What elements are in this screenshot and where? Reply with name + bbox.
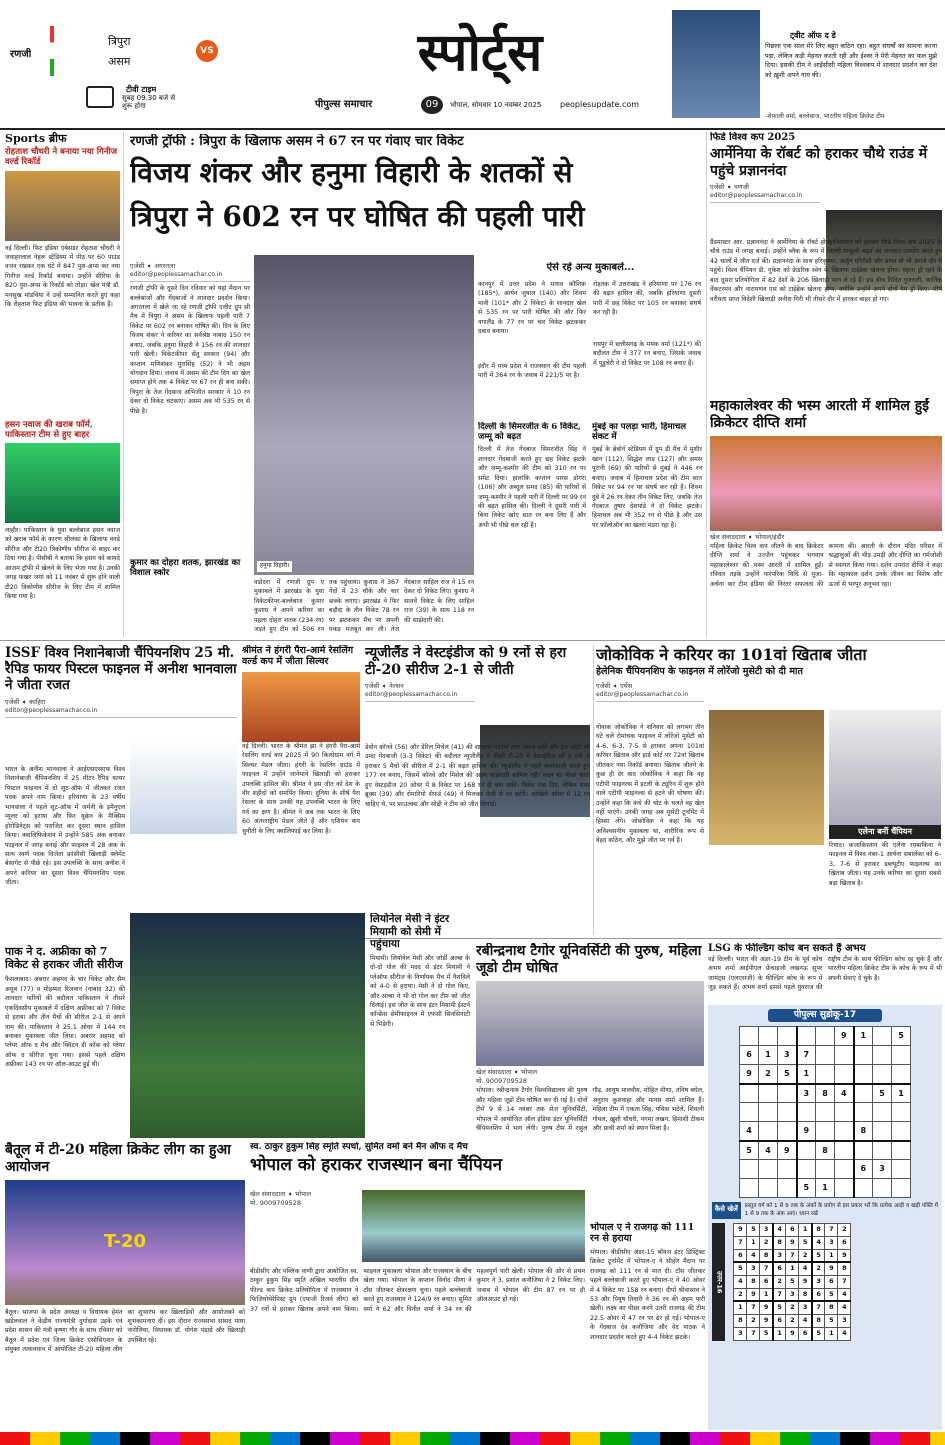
other-title: ऐसे रहे अन्य मुकाबले... [546, 262, 635, 273]
other-b2: इंदौर में मध्य प्रदेश ने राजस्थान की टीम पहली पारी में 364 रन के जवाब में 221/5 पर है। [478, 363, 586, 380]
answer-cell: 9 [760, 1301, 773, 1314]
shrimant-story [242, 645, 360, 940]
sudoku-cell [835, 1065, 854, 1084]
sudoku-cell: 5 [740, 1141, 759, 1160]
rntu-headline: रबीन्द्रनाथ टैगोर यूनिवर्सिटी की पुरुष, महिला जूडो टीम घोषित [476, 943, 702, 976]
sudoku-cell [778, 1084, 797, 1103]
messi-story [370, 913, 470, 1138]
answer-cell: 6 [838, 1236, 851, 1249]
sudoku-cell [816, 1046, 835, 1065]
shrimant-text: नई दिल्ली। भारत के श्रीमंत झा ने हंगरी पैरा-आर्म रेसलिंग वर्ल्ड कप 2025 में 90 किलोग्राम वर्ग में सिल्वर मेडल जीता। हंगरी के रेसलिंग ग्राउंड में फाइनल में उन्होंने जानेमाने खिलाड़ी को हराकर उपलब्धि हासिल की। श्रीमंत ने इस जीत को देश के वीर शहीदों को समर्पित किया। दुनिया के शीर्ष पैरा रेसलर के साथ उनकी यह उपलब्धि भारत के लिए गर्व का क्षण है। श्रीमंत ने अब तक भारत के लिए 60 अंतरराष्ट्रीय मेडल जीते हैं और एशियन कप चुनौती के लिए क्वालिफाई कर लिया है। [242, 742, 360, 835]
messi-text: मियामी। लियोनेल मेसी और जोर्डी अल्बा के दो-दो गोल की मदद से इंटर मियामी ने प्लेऑफ सीरीज के निर्णायक मैच में नैशविले को 4-0 से हराया। मेसी ने दो गोल किए, और अल्बा ने भी दो गोल कर टीम को जीत दिलाई। इस जीत के साथ इंटर मियामी ईस्टर्न कॉन्फ्रेंस सेमीफाइनल में एफसी सिनसिनाटी से भिड़ेगी। [370, 954, 470, 1028]
djokovic-photo [709, 710, 824, 845]
answer-cell: 7 [747, 1301, 760, 1314]
answer-cell: 6 [786, 1223, 799, 1236]
team2: असम [108, 55, 131, 68]
issf-byline: एजेंसी ➧ काहिरा [5, 697, 46, 706]
answer-cell: 9 [760, 1314, 773, 1327]
answer-cell: 3 [838, 1314, 851, 1327]
section-title: स्पोर्ट्स [417, 22, 543, 83]
tv-label: टीवी टाइम [126, 85, 157, 94]
djokovic-email: editor@peoplessamachar.co.in [596, 691, 704, 702]
sudoku-cell [816, 1160, 835, 1179]
answer-cell: 1 [799, 1223, 812, 1236]
delhi-text: दिल्ली में तेज गेंदबाज सिमरजीत सिंह ने शानदार गेंदबाजी करते हुए छह विकेट झटके और जम्मू-कश्मीर की टीम को 310 रन पर समेट दिया। हालांकि कप्तान पारस डोगरा (106) और अब्दुल समद (85) की पारियों से जम्मू-कश्मीर ने पहली पारी में दिल्ली पर 99 रन की बढ़त हासिल की। दिल्ली ने दूसरी पारी में बिना विकेट खोए सात रन बना लिए हैं और अभी भी पीछे चल रही है। [478, 446, 586, 529]
paper-name: पीपुल्स समाचार [315, 99, 373, 110]
answer-cell: 4 [838, 1327, 851, 1340]
sudoku-cell [873, 1027, 892, 1046]
rajgarh-headline: भोपाल ए ने राजगढ़ को 111 रन से हराया [590, 1222, 695, 1245]
sudoku-cell: 4 [740, 1122, 759, 1141]
sudoku-cell [873, 1179, 892, 1198]
betul-text: बैतूल। भाजपा के प्रदेश अध्यक्ष व विधायक हेमंत खंडेलवाल ने केंद्रीय राज्यमंत्री दुर्गादास उइके एवं प्रदेश शासन की मंत्री कृष्णा गौर के साथ रविवार को बैतूल में प्रदेश एवं जिला क्रिकेट एसोसिएशन के संयुक्त तत्वावधान में आयोजित टी-20 महिला लीग का शुभारंभ कर खिलाड़ियों और आयोजकों को शुभकामनाएं दीं। इस दौरान राज्यसभा सांसद माया नारोलिया, विधायक डॉ. योगेश पंडाग्रे और खिलाड़ी उपस्थित रहे। [5, 1308, 245, 1354]
sudoku-cell [778, 1122, 797, 1141]
answer-cell: 9 [838, 1249, 851, 1262]
deepti-headline: महाकालेश्वर की भस्म आरती में शामिल हुईं क्रिकेटर दीप्ति शर्मा [710, 398, 929, 431]
other-b1: कानपुर में उत्तर प्रदेश ने माधव कौशिक (185*), आर्यन जुयाल (140) और शिवम मावी (101* और 2 विकेट) के शानदार खेल से 535 रन पर पारी घोषित की और फिर नगालैंड के 77 रन पर चार विकेट झटककर दबाव बनाया। [478, 281, 586, 336]
lsg-text: नई दिल्ली। भारत की अंडर-19 टीम के पूर्व कोच अभय शर्मा आईपीएल फ्रेंचाइजी लखनऊ सुपर जायंट्स (एलएसजी) के फील्डिंग कोच के रूप में जुड़ सकते हैं। अभय शर्मा इससे पहले युवराज की राष्ट्रीय टीम के साथ फील्डिंग कोच रह चुके हैं और भारतीय महिला क्रिकेट टीम के कोच के रूप में भी अपनी सेवाएं दे चुके हैं। [708, 956, 942, 992]
sudoku-cell: 5 [892, 1027, 911, 1046]
lead-email: editor@peoplessamachar.co.in [130, 271, 250, 282]
chess-story [710, 132, 942, 394]
pak-headline: पाक ने द. अफ्रीका को 7 विकेट से हराकर जीती सीरीज [5, 945, 123, 972]
answer-cell: 8 [747, 1275, 760, 1288]
issf-headline: ISSF विश्व निशानेबाजी चैंपियनशिप 25 मी. रैपिड फायर पिस्टल फाइनल में अनीश भानवाला ने जीता रजत [5, 645, 237, 694]
sudoku-cell [778, 1160, 797, 1179]
sudoku-cell: 5 [778, 1065, 797, 1084]
bhopal-text: बीडीसीए और पब्लिक वाणी द्वारा आयोजित स्व. ठाकुर हुकुम सिंह स्मृति अखिल भारतीय ग्रीन फील्ड कप क्रिकेट प्रतियोगिता में राजस्थान ने फिजियोथेरेपिस्ट ग्रुप (एफजी रिजर्व लीग) को 37 रनों से हराकर खिताब अपने नाम किया। फाइनल मुकाबला भोपाल और राजस्थान के बीच खेला गया। भोपाल के कप्तान विनोद मीणा ने टॉस जीतकर क्षेत्ररक्षण चुना। पहले बल्लेबाजी करते हुए राजस्थान ने 124/9 रन बनाए। सुमित वर्मा ने 62 और विनीत शर्मा ने 34 रन की महत्वपूर्ण पारी खेली। भोपाल की ओर से प्रथम कुमार ने 3, प्रशांत कनौजिया ने 2 विकेट लिए। जवाब में भोपाल की टीम 87 रन पर ही ऑलआउट हो गई। [250, 1268, 585, 1313]
answer-cell: 9 [825, 1262, 838, 1275]
answer-cell: 8 [773, 1236, 786, 1249]
nz-story [365, 645, 590, 940]
answer-cell: 9 [786, 1236, 799, 1249]
sudoku-cell [835, 1179, 854, 1198]
sudoku-cell: 3 [873, 1160, 892, 1179]
rntu-phone: मो. 9009709528 [476, 1077, 528, 1086]
answer-cell: 8 [799, 1288, 812, 1301]
sudoku-cell [854, 1141, 873, 1160]
sudoku-cell [892, 1065, 911, 1084]
rntu-photo [476, 981, 704, 1066]
sudoku-cell: 8 [854, 1122, 873, 1141]
sudoku-cell [892, 1160, 911, 1179]
sudoku-cell [892, 1141, 911, 1160]
answer-cell: 8 [812, 1314, 825, 1327]
sudoku-cell: 2 [759, 1065, 778, 1084]
answer-cell: 3 [799, 1301, 812, 1314]
rybakina-photo [829, 710, 941, 825]
other-b3: रोहतक में उत्तराखंड ने हरियाणा पर 176 रन की बढ़त हासिल की, जबकि हरियाणा दूसरी पारी में छह विकेट पर 105 रन बनाकर संघर्ष कर रही है। [593, 281, 701, 317]
brief-text-2: लाहौर। पाकिस्तान के युवा बल्लेबाज हसन नवाज को खराब फॉर्म के कारण श्रीलंका के खिलाफ वनडे सीरीज और टी20 त्रिकोणीय सीरीज से बाहर कर दिया गया है। पीसीबी ने बताया कि हसन को कायदे आजम ट्रॉफी में खेलने के लिए भेजा गया है। उनकी जगह फखर जमां को 11 नवंबर से शुरू होने वाली टी20 त्रिकोणीय सीरीज के लिए टीम में शामिल किया गया है। [5, 526, 120, 600]
sudoku-cell: 1 [892, 1084, 911, 1103]
vs-badge: VS [196, 40, 218, 62]
deepti-text: महिला क्रिकेट विश्व कप जीतने के बाद क्रिकेटर दीप्ति शर्मा ने उज्जैन पहुंचकर भगवान महाकालेश्वर की भस्म आरती में शामिल हुईं। रविवार तड़के उन्होंने पारंपरिक विधि से पूजा-अर्चना कर टीम इंडिया की निरंतर सफलता की कामना की। आरती के दौरान मंदिर परिसर में श्रद्धालुओं की भीड़ उमड़ी और दीप्ति का गर्मजोशी से स्वागत किया गया। दर्शन उपरांत दीप्ति ने कहा कि महाकाल दर्शन उनके जीवन का विशेष और ऊर्जा से भरपूर अनुभव रहा। [710, 543, 942, 588]
masthead [0, 0, 945, 128]
answer-cell: 3 [747, 1262, 760, 1275]
answer-cell: 7 [747, 1327, 760, 1340]
tv-icon [86, 86, 114, 108]
tweet-text: पिछला एक साल मेरे लिए बहुत कठिन रहा। बहुत संघर्षों का सामना करना पड़ा, लेकिन कड़ी मेहनत करती रही और ईश्वर ने मेरी मेहनत का फल मुझे दिया। इसकी टीम ने आईसीसी महिला विश्वकप में शानदार प्रदर्शन कर देश को ख़ुशी अपने नाम की। [765, 42, 937, 79]
sudoku-cell [797, 1141, 816, 1160]
answer-cell: 9 [799, 1275, 812, 1288]
answer-cell: 1 [760, 1288, 773, 1301]
sudoku-cell [759, 1103, 778, 1122]
sudoku-cell [873, 1122, 892, 1141]
answer-cell: 5 [825, 1288, 838, 1301]
sudoku-cell [816, 1122, 835, 1141]
rybakina-caption: एलेना बनीं चैंपियन [829, 825, 941, 839]
lead-headline-2: त्रिपुरा ने 602 रन पर घोषित की पहली पारी [130, 200, 585, 233]
lead-text: रणजी ट्रॉफी के दूसरे दिन रविवार को यहां मैदान पर बल्लेबाजों और गेंदबाजों ने शानदार प्रदर्शन किया। अगरतला में खेले जा रहे रणजी ट्रॉफी एलीट ग्रुप सी मैच में त्रिपुरा ने असम के खिलाफ पहली पारी 7 विकेट पर 602 रन बनाकर घोषित की। दिन के लिए विजय शंकर ने करियर का सर्वश्रेष्ठ नाबाद 150 रन बनाए, जबकि हनुमा विहारी ने 156 रन की शानदार पारी खेली। विकेटकीपर सेंतु सरकार (94) और कप्तान मणिशंकर मुरासिंह (52) ने भी अहम योगदान दिया। जवाब में असम की टीम दिन का खेल समाप्त होने तक 4 विकेट पर 67 रन ही बना सकी। त्रिपुरा के तेज गेंदबाज अभिजीत सरकार ने 10 रन देकर दो विकेट चटकाए। असम अब भी 535 रन से पीछे है। [130, 285, 250, 415]
answer-cell: 4 [734, 1275, 747, 1288]
issf-text: भारत के अनीश भानवाला ने आईएसएसएफ विश्व निशानेबाजी चैंपियनशिप में 25 मीटर रैपिड फायर पिस्टल फाइनल में दो शूट-ऑफ में जीतकर रजत पदक अपने नाम किया। हरियाणा के 23 वर्षीय भानवाला ने पहले शूट-ऑफ में जर्मनी के इमैनुएल म्यूलर को हराया और फिर यूक्रेन के मैक्सिम होरोडिनेट्स को पराजित कर दूसरा स्थान हासिल किया। क्वालिफिकेशन में उन्होंने 585 अंक बनाकर फाइनल में जगह बनाई और फाइनल में 28 अंक के साथ स्वर्ण पदक विजेता फ्रांसीसी खिलाड़ी क्लेमेंट बेसागेट से पीछे रहे। इस उपलब्धि के साथ अनीश ने अपने करियर का दूसरा विश्व चैंपियनशिप पदक जीता। [5, 766, 125, 887]
answer-cell: 9 [786, 1327, 799, 1340]
answer-cell: 1 [825, 1249, 838, 1262]
djokovic-story [596, 645, 941, 935]
bhopal-phone: मो. 9009709528 [250, 1199, 302, 1208]
sudoku-grid [739, 1026, 911, 1198]
answer-cell: 3 [773, 1249, 786, 1262]
betul-headline: बैतूल में टी-20 महिला क्रिकेट लीग का हुआ आयोजन [5, 1142, 231, 1175]
how-to-play-label: कैसे खेलें [712, 1202, 741, 1219]
tweet-label: ट्वीट ऑफ द डे [790, 31, 836, 40]
rntu-byline: खेल संवाददाता ➧ भोपाल [476, 1067, 538, 1076]
answer-cell: 4 [773, 1223, 786, 1236]
chess-email: editor@peoplessamachar.co.in [710, 192, 820, 203]
answer-cell: 7 [812, 1301, 825, 1314]
answer-cell: 7 [838, 1275, 851, 1288]
lead-subhead: कुमार का दोहरा शतक, झारखंड का विशाल स्कोर [130, 558, 241, 579]
answer-cell: 3 [825, 1236, 838, 1249]
deepti-byline: खेल संवाददाता ➧ भोपाल/इंदौर [710, 532, 785, 541]
answer-cell: 5 [760, 1327, 773, 1340]
other-b4: रायपुर में छत्तीसगढ़ के मयंक वर्मा (121*) की बदौलत टीम ने 377 रन बनाए, जिसके जवाब में पुडुचेरी ने दो विकेट पर 108 रन बनाए हैं। [593, 341, 701, 367]
ranji-label: रणजी [10, 49, 32, 60]
chess-byline: एजेंसी ➧ पणजी [710, 182, 749, 191]
answer-cell: 3 [812, 1275, 825, 1288]
sudoku-cell: 3 [778, 1046, 797, 1065]
djokovic-subhead: हेलेनिक चैंपियनशिप के फाइनल में लोरेंजो मुसेटी को दी मात [596, 666, 803, 678]
sudoku-cell [740, 1103, 759, 1122]
answer-cell: 8 [760, 1249, 773, 1262]
rajgarh-story [590, 1222, 705, 1430]
answer-cell: 7 [773, 1288, 786, 1301]
chess-kicker: फिडे विश्व कप 2025 [710, 132, 796, 143]
sudoku-cell [759, 1160, 778, 1179]
page-number: 09 [421, 96, 443, 114]
tv-time: सुबह 09.30 बजे से शुरू होगा [122, 94, 176, 111]
lead-byline: एजेंसी ➧ अगरतला [130, 262, 176, 270]
sudoku-cell: 5 [797, 1179, 816, 1198]
rntu-text: भोपाल। रबीन्द्रनाथ टैगोर विश्वविद्यालय की पुरुष और महिला जूडो टीम घोषित कर दी गई है। दोनों टीमें 9 से 14 नवंबर तक सेज यूनिवर्सिटी, भोपाल में आयोजित ऑल इंडिया इंटर यूनिवर्सिटी चैंपियनशिप में भाग लेंगी। पुरुष टीम में राहुल गौड़, आयुष मालवीय, मोहित मीणा, तनिष बघेल, अनुराग कुशवाहा और मानस शर्मा शामिल हैं। महिला टीम में एकता सिंह, पवित्रा भटेले, शिवानी गोयल, ख़ुशी चौधरी, नगमा लखन, हिमांशी टीकम और प्राची शर्मा को स्थान मिला है। [476, 1087, 704, 1133]
answer-cell: 8 [838, 1262, 851, 1275]
answer-cell: 4 [799, 1262, 812, 1275]
mumbai-headline: मुंबई का पलड़ा भारी, हिमाचल संकट में [592, 422, 686, 443]
answer-cell: 8 [825, 1301, 838, 1314]
mumbai-story [592, 422, 702, 637]
sudoku-cell [873, 1141, 892, 1160]
brief-text-1: नई दिल्ली। फिट इंडिया एंबेसडर रोहताश चौधरी ने जवाहरलाल नेहरू स्टेडियम में पीठ पर 60 पाउंड वजन रखकर एक घंटे में 847 पुश-अप्स कर नया गिनीज वर्ल्ड रिकॉर्ड बनाया। उन्होंने सीरिया के 820 पुश-अप्स के रिकॉर्ड को तोड़ा। खेल मंत्री डॉ. मनसुख मांडविया ने उन्हें सम्मानित करते हुए कहा कि रोहताश फिट इंडिया की भावना के प्रतीक हैं। [5, 244, 120, 309]
messi-photo [130, 913, 365, 1138]
lead-photo [254, 255, 474, 575]
brief-headline-2: हसन नवाज की खराब फॉर्म, पाकिस्तान टीम से हुए बाहर [5, 419, 93, 440]
answer-cell: 5 [799, 1236, 812, 1249]
mumbai-text: मुंबई के ब्रेबोर्न स्टेडियम में ग्रुप डी मैच में मुशीर खान (112), सिद्धेश लाड (127) और समस पुरानी (69) की पारियों से मुंबई ने 446 रन बनाए। जवाब में हिमाचल प्रदेश की टीम सात विकेट पर 94 रन पर संघर्ष कर रही है। शिवम दुबे ने 26 रन देकर तीन विकेट लिए, जबकि तेज गेंदबाज तुषार देशपांडे ने दो विकेट झटके। हिमाचल अब भी 352 रन से पीछे है और उस पर फॉलोऑन का खतरा मंडरा रहा है। [592, 446, 702, 529]
answer-cell: 6 [825, 1275, 838, 1288]
sudoku-cell [873, 1046, 892, 1065]
djokovic-byline: एजेंसी ➧ एथेंस [596, 681, 633, 690]
answer-cell: 8 [734, 1314, 747, 1327]
sudoku-cell: 9 [778, 1141, 797, 1160]
answer-cell: 6 [773, 1262, 786, 1275]
delhi-headline: दिल्ली के सिमरजीत के 6 विकेट, जम्मू को बढ़त [478, 422, 581, 443]
brief-photo-2 [5, 443, 120, 523]
sudoku-cell: 8 [816, 1141, 835, 1160]
djokovic-text: नोवाक जोकोविक ने शनिवार को लगभग तीन घंटे चले रोमांचक फाइनल में लोरेंजो मुसेटी को 4-6, 6-3, 7-5 से हराकर अपना 101वां करियर खिताब और हार्ड कोर्ट पर 72वां खिताब जीतकर नया रिकॉर्ड बनाया। खिताब जीतने के कुछ ही देर बाद जोकोविक ने कहा कि वह एटीपी फाइनल्स में इटली के ट्यूरिन में शुरू होने वाले एटीपी फाइनल्स से हटने की घोषणा की। उन्होंने कहा कि कंधे की चोट के चलते वह खेल नहीं पाएंगे। उनकी जगह अब मुसेटी टूर्नामेंट में हिस्सा लेंगे। जोकोविक ने कहा कि यह अविश्वसनीय मुकाबला था, शारीरिक रूप से बेहद कठिन, और मुझे जीत पर गर्व है। [596, 724, 704, 845]
djokovic-headline: जोकोविक ने करियर का 101वां खिताब जीता [596, 645, 867, 664]
sudoku-cell: 5 [873, 1084, 892, 1103]
sudoku-cell [854, 1179, 873, 1198]
lead-photo-caption: हनुमा विहारी। [257, 561, 292, 572]
color-bar [0, 1432, 945, 1445]
sudoku-cell [740, 1027, 759, 1046]
sudoku-cell [854, 1065, 873, 1084]
ranji-box [0, 26, 225, 116]
sudoku-cell [835, 1122, 854, 1141]
sudoku-cell [873, 1103, 892, 1122]
answer-cell: 7 [760, 1262, 773, 1275]
pak-text: फैसलाबाद। अबरार अहमद के चार विकेट और सैम अयूब (77) व मोहम्मद रिजवान (नाबाद 32) की शानदार पारियों की बदौलत पाकिस्तान ने तीसरे एकदिवसीय मुकाबले में दक्षिण अफ्रीका को 7 विकेट से हराया और तीन मैचों की सीरीज 2-1 से अपने नाम की। पाकिस्तान ने 25.1 ओवर में 144 रन बनाकर मुकाबला जीत लिया। अबरार अहमद को प्लेयर ऑफ द मैच और क्विंटन डी कॉक को प्लेयर ऑफ द सीरीज चुना गया। इससे पहले दक्षिण अफ्रीका 143 रन पर ऑल-आउट हुई थी। [5, 976, 125, 1069]
issf-photo [130, 739, 237, 834]
sudoku-cell [797, 1103, 816, 1122]
sudoku-title: पीपुल्स सुडोकू-17 [768, 1009, 882, 1022]
sudoku-cell: 8 [816, 1084, 835, 1103]
sudoku-cell [892, 1122, 911, 1141]
sudoku-cell: 1 [797, 1065, 816, 1084]
sudoku-cell [759, 1027, 778, 1046]
sudoku-cell [740, 1179, 759, 1198]
sudoku-cell [759, 1122, 778, 1141]
brief-photo-1 [5, 171, 120, 241]
sudoku-cell: 9 [797, 1122, 816, 1141]
answer-grid [733, 1223, 851, 1341]
issf-story [5, 645, 237, 945]
issue-date: भोपाल, सोमवार 10 नवम्बर 2025 [450, 101, 542, 109]
betul-story [5, 1142, 245, 1430]
answer-cell: 1 [734, 1301, 747, 1314]
answer-cell: 7 [734, 1236, 747, 1249]
deepti-story [710, 398, 942, 638]
rajgarh-text: भोपाल। बीडीसीए अंडर-15 बॉयज इंटर डिस्ट्रिक्ट क्रिकेट टूर्नामेंट में भोपाल-ए ने सीहोर मैदान पर राजगढ़ को 111 रन से मात दी। टॉस जीतकर पहले बल्लेबाजी करते हुए भोपाल-ए ने 40 ओवर में 4 विकेट पर 158 रन बनाए। दीपों श्रीवास्तव ने 53 और पियूष तिवारी ने 36 रन की अहम पारी खेली। लक्ष्य का पीछा करने उतरी राजगढ़ की टीम 22.5 ओवर में 47 रन पर ढेर हो गई। भोपाल-ए के गेंदबाज देव कनौजिया और वेद पाठक ने शानदार प्रदर्शन करते हुए 4-4 विकेट झटके। [590, 1248, 705, 1341]
nz-byline: एजेंसी ➧ नेल्सन [365, 681, 404, 690]
sudoku-cell: 1 [759, 1046, 778, 1065]
sudoku-cell [816, 1027, 835, 1046]
lead-sub-text: वडोदरा में रणजी ग्रुप ए मुकाबले में झारखंड के युवा विकेटकीपर-बल्लेबाज कुमार कुशाग्र ने अपने करियर का पहला दोहरा शतक (234 रन) जड़ते हुए टीम को 506 रन तक पहुंचाया। कुशाग्र ने 367 गेंदों में 23 चौके और चार छक्के लगाए। झारखंड ने फिर बड़ौदा के तीन विकेट 78 रन पर झटककर मैच पर अपनी पकड़ मजबूत कर ली। तेज गेंदबाज साहिल राज ने 15 रन देकर दो विकेट लिए। कुशाग्र ने सातवें विकेट के लिए साहिल राज (39) के साथ 118 रन की साझेदारी की। [254, 579, 474, 634]
bhopal-photo [362, 1190, 585, 1262]
sudoku-cell: 9 [740, 1065, 759, 1084]
sudoku-cell: 9 [835, 1027, 854, 1046]
answer-cell: 2 [760, 1236, 773, 1249]
sudoku-cell: 1 [854, 1027, 873, 1046]
sudoku-cell [740, 1084, 759, 1103]
answer-cell: 2 [747, 1314, 760, 1327]
answer-cell: 5 [786, 1275, 799, 1288]
answer-cell: 4 [838, 1288, 851, 1301]
sudoku-cell [740, 1160, 759, 1179]
paper-strip [305, 96, 665, 116]
tweet-author: -शेफाली वर्मा, बल्लेबाज, भारतीय महिला क्रिकेट टीम [765, 113, 885, 120]
answer-cell: 5 [812, 1249, 825, 1262]
bhopal-kicker: स्व. ठाकुर हुकुम सिंह स्मृति स्पर्धा, सुमित वर्मा बने मैन ऑफ द मैच [250, 1142, 468, 1152]
sudoku-cell [892, 1103, 911, 1122]
answer-cell: 5 [825, 1314, 838, 1327]
answer-cell: 9 [734, 1223, 747, 1236]
sudoku-cell [873, 1065, 892, 1084]
answer-cell: 6 [760, 1275, 773, 1288]
rybakina-text: रियाद। कजाकिस्तान की एलेना रयबाकिना ने फाइनल में विश्व नंबर-1 आर्यना सबालेंका को 6-3, 7-6 से हराकर डब्ल्यूटीए फाइनल्स का खिताब जीता। यह उनके करियर का दूसरा सबसे बड़ा खिताब है। [829, 842, 941, 887]
answer-cell: 7 [825, 1223, 838, 1236]
sudoku-cell [854, 1084, 873, 1103]
answer-cell: 3 [786, 1288, 799, 1301]
answer-cell: 4 [747, 1249, 760, 1262]
deepti-photo [710, 436, 942, 531]
answer-cell: 6 [812, 1288, 825, 1301]
lsg-story [708, 943, 942, 1003]
answer-cell: 2 [786, 1314, 799, 1327]
sudoku-box [708, 1005, 942, 1430]
sudoku-cell [759, 1179, 778, 1198]
bhopal-byline: खेल संवाददाता ➧ भोपाल [250, 1190, 312, 1198]
sudoku-cell [835, 1160, 854, 1179]
sudoku-cell [816, 1065, 835, 1084]
bhopal-byline-box [250, 1190, 358, 1209]
sudoku-cell: 3 [797, 1084, 816, 1103]
answer-cell: 5 [812, 1327, 825, 1340]
lead-kicker: रणजी ट्रॉफी : त्रिपुरा के खिलाफ असम ने 67 रन पर गंवाए चार विकेट [130, 134, 464, 149]
answer-cell: 8 [812, 1223, 825, 1236]
sudoku-cell [797, 1160, 816, 1179]
nz-headline: न्यूजीलैंड ने वेस्टइंडीज को 9 रनों से हरा टी-20 सीरीज 2-1 से जीती [365, 645, 567, 678]
messi-headline: लियोनेल मेसी ने इंटर मियामी को सेमी में पहुंचाया [370, 913, 450, 951]
brief-label: Sports ब्रीफ [5, 132, 67, 145]
lead-body [130, 262, 250, 637]
sudoku-cell: 6 [740, 1046, 759, 1065]
sudoku-cell [892, 1046, 911, 1065]
answer-cell: 6 [773, 1314, 786, 1327]
lsg-headline: LSG के फील्डिंग कोच बन सकते हैं अभय [708, 943, 866, 954]
issf-email: editor@peoplessamachar.co.in [5, 707, 237, 718]
answer-cell: 4 [812, 1236, 825, 1249]
answer-cell: 2 [799, 1249, 812, 1262]
answer-cell: 5 [747, 1223, 760, 1236]
sudoku-cell [835, 1141, 854, 1160]
answer-cell: 4 [838, 1301, 851, 1314]
answer-cell: 6 [799, 1327, 812, 1340]
chess-headline: आर्मेनिया के रॉबर्ट को हराकर चौथे राउंड में पहुंचे प्रज्ञाननंदा [710, 146, 928, 179]
answer-cell: 1 [786, 1262, 799, 1275]
answer-cell: 2 [786, 1301, 799, 1314]
sudoku-cell [797, 1027, 816, 1046]
chess-text: ग्रैंडमास्टर आर. प्रज्ञाननंदा ने आर्मेनिया के रॉबर्ट होवहानिसयान को हराकर फिडे विश्व कप 2025 के चौथे राउंड में जगह बनाई। उन्होंने ब्लैक के रूप में बिल्ली माफूली बढ़त का शानदार उपयोग करते हुए 42 चालों में जीत दर्ज की। प्रज्ञाननंदा के साथ हरिकृष्णा, अर्जुन एरिगैसी और प्रणव वी भी अगले दौर में पहुंचे। विश्व चैंपियन डी. गुकेश को फ्रेडरिक स्वेन के खिलाफ टाईब्रेक खेलना होगा। पहला ड्रॉ रहने के बाद दूसरा प्रतियोगिता में 82 देशों के 206 खिलाड़ी भाग ले रहे हैं। इस बीच विदित गुजराती, कार्तिक वेंकटरमन और नारायणन एस को टाईब्रेक खेलना होगा, क्योंकि उन्होंने अपने दोनों गेम ड्रॉ किए। शीर्ष वरीयता प्राप्त विदेशी खिलाड़ी अनीश गिरी भी तीसरे दौर में हारकर बाहर हो गए। [710, 239, 942, 303]
sudoku-cell [816, 1103, 835, 1122]
betul-banner-text: T-20 [103, 1231, 147, 1253]
nz-text: डेवोन कॉनवे (56) और डेरिल मिचेल (41) की शानदार पारियों तथा जेकब डफी और ईश सोढ़ी की उम्दा गेंदबाजी (3-3 विकेट) की बदौलत न्यूजीलैंड ने तीसरे टी-20 में वेस्टइंडीज को 9 रनों से हराकर 5 मैचों की सीरीज में 2-1 की बढ़त हासिल की। न्यूजीलैंड ने पहले बल्लेबाजी करते हुए 177 रन बनाए, जिसमें कॉनवे और मिशेल की अहम साझेदारी शामिल रही। लक्ष्य का पीछा करते हुए वेस्टइंडीज 20 ओवर में 8 विकेट पर 168 रन ही बना सकी। विकेट गंवा दिए, लेकिन शमर ब्रूक्स (39) और रोमारियो शेफर्ड (49) ने मिलकर तेजी से रन बटोरे। आखिरी ओवर में 12 रन चाहिए थे, पर फाउल्क्स और सोढ़ी ने टीम को जीत दिलाई। [365, 744, 590, 808]
sports-brief [5, 132, 120, 637]
shrimant-photo [242, 672, 360, 742]
answer-cell: 2 [812, 1262, 825, 1275]
answer-cell: 2 [773, 1275, 786, 1288]
sudoku-cell: 1 [816, 1179, 835, 1198]
sudoku-cell: 4 [835, 1084, 854, 1103]
answer-cell: 9 [747, 1288, 760, 1301]
sudoku-cell [835, 1046, 854, 1065]
website: peoplesupdate.com [560, 100, 640, 109]
delhi-story [478, 422, 586, 637]
bhopal-cricket-story [250, 1142, 585, 1430]
answer-cell: 3 [760, 1223, 773, 1236]
other-matches [478, 262, 703, 417]
sudoku-cell [835, 1103, 854, 1122]
shrimant-headline: श्रीमंत ने हंगरी पैरा-आर्म रेसलिंग वर्ल्ड कप में जीता सिल्वर [242, 645, 354, 668]
how-to-play-text: प्रस्तुत वर्ग को 1 से 9 तक के अंकों के प्रयोग से इस प्रकार भरें कि प्रत्येक आड़ी व खड़ी पंक्ति में 1 से 9 तक के अंक आएं। ध्यान रखें [744, 1203, 938, 1218]
nz-email: editor@peoplessamachar.co.in [365, 691, 475, 702]
sudoku-cell [778, 1179, 797, 1198]
sudoku-cell [778, 1103, 797, 1122]
sudoku-cell [759, 1084, 778, 1103]
team1: त्रिपुरा [108, 35, 131, 48]
answer-cell: 1 [747, 1236, 760, 1249]
bhopal-headline: भोपाल को हराकर राजस्थान बना चैंपियन [250, 1154, 503, 1175]
answer-cell: 1 [825, 1327, 838, 1340]
lead-headline-1: विजय शंकर और हनुमा विहारी के शतकों से [130, 156, 573, 189]
answer-cell: 7 [786, 1249, 799, 1262]
brief-headline-1: रोहताश चौधरी ने बनाया नया गिनीज वर्ल्ड रिकॉर्ड [5, 147, 118, 168]
answer-cell: 2 [734, 1288, 747, 1301]
sudoku-cell [854, 1046, 873, 1065]
sudoku-cell: 7 [797, 1046, 816, 1065]
sudoku-cell [892, 1179, 911, 1198]
pak-story [5, 945, 125, 1165]
tweet-photo [672, 10, 760, 118]
answer-cell: 1 [773, 1327, 786, 1340]
answer-label: उत्तर-16 [712, 1223, 725, 1341]
answer-cell: 3 [734, 1327, 747, 1340]
answer-cell: 4 [799, 1314, 812, 1327]
answer-cell: 2 [838, 1223, 851, 1236]
sudoku-cell: 6 [854, 1160, 873, 1179]
answer-cell: 6 [734, 1249, 747, 1262]
answer-cell: 5 [773, 1301, 786, 1314]
answer-cell: 5 [734, 1262, 747, 1275]
ranji-divider [50, 26, 54, 76]
sudoku-cell [778, 1027, 797, 1046]
sudoku-cell: 4 [759, 1141, 778, 1160]
betul-photo [5, 1180, 245, 1305]
sudoku-cell [854, 1103, 873, 1122]
